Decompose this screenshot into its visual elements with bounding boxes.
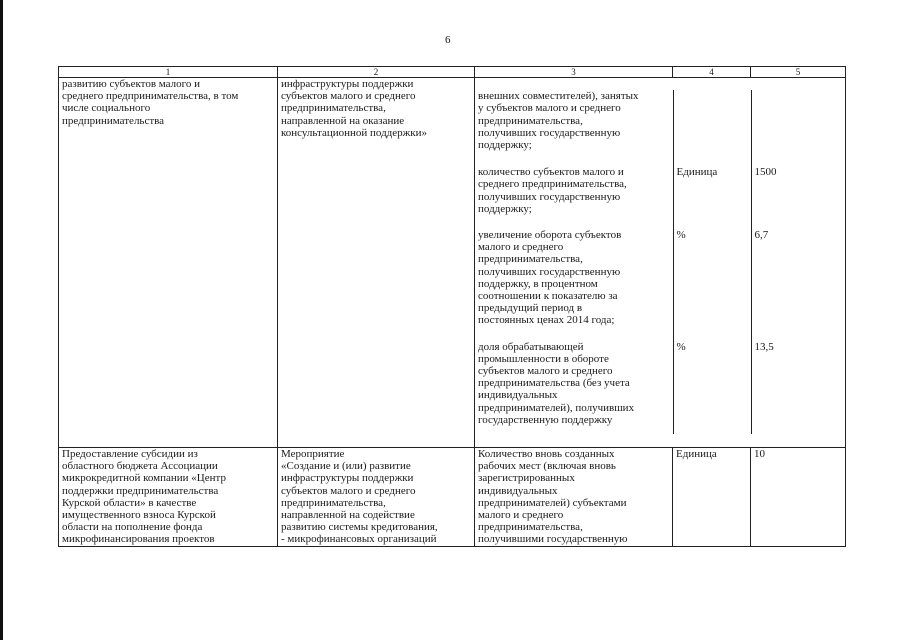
header-cell-3: 3 xyxy=(475,67,673,78)
indicator-text: Количество вновь созданных рабочих мест (включая вновь зарегистрированных индивидуальных предпринимателей) субъектами малого и среднего предпринимательства, получившими государственную xyxy=(475,448,673,547)
indicator-row xyxy=(475,90,846,166)
indicator-unit: Единица xyxy=(673,166,751,229)
indicator-text: количество субъектов малого и среднего предпринимательства, получивших государственную поддержку; xyxy=(475,166,673,229)
header-cell-2: 2 xyxy=(278,67,475,78)
indicator-text: доля обрабатывающей промышленности в обороте субъектов малого и среднего предпринимательства (без учета индивидуальных предпринимателей), получивших государственную поддержку xyxy=(475,341,673,434)
table-header-row xyxy=(59,67,846,78)
indicator-row xyxy=(475,166,846,229)
indicator-text: внешних совместителей), занятых у субъектов малого и среднего предпринимательства, получивших государственную поддержку; xyxy=(475,90,673,166)
indicator-unit: % xyxy=(673,341,751,434)
document-table xyxy=(58,66,846,547)
indicator-value xyxy=(751,90,846,166)
indicator-unit xyxy=(673,90,751,166)
event-description-cell: Мероприятие «Создание и (или) развитие инфраструктуры поддержки субъектов малого и среднего предпринимательства, направленной на содействие развитию системы кредитования, - микрофинансовых организаций xyxy=(278,448,475,547)
indicator-unit: % xyxy=(673,229,751,341)
indicator-text: увеличение оборота субъектов малого и среднего предпринимательства, получивших государственную поддержку, в процентном соотношении к показателю за предыдущий период в постоянных ценах 2014 года; xyxy=(475,229,673,341)
page-number: 6 xyxy=(445,34,451,46)
indicator-row xyxy=(475,229,846,341)
table-row xyxy=(59,78,846,448)
indicator-row xyxy=(475,341,846,434)
header-cell-4: 4 xyxy=(673,67,751,78)
indicator-value: 6,7 xyxy=(754,229,769,242)
table-row xyxy=(59,448,846,547)
indicator-unit: Единица xyxy=(673,448,751,547)
event-description-cell: инфраструктуры поддержки субъектов малого и среднего предпринимательства, направленной на оказание консультационной поддержки» xyxy=(278,78,475,448)
indicator-value: 10 xyxy=(751,448,846,547)
indicator-subtable xyxy=(475,90,846,434)
indicator-cell xyxy=(475,78,846,448)
indicator-value: 13,5 xyxy=(754,340,774,353)
header-cell-5: 5 xyxy=(751,67,846,78)
measure-description-cell: Предоставление субсидии из областного бюджета Ассоциации микрокредитной компании «Центр поддержки предпринимательства Курской области» в качестве имущественного взноса Курской области на пополнение фонда микрофинансирования проектов xyxy=(59,448,278,547)
header-cell-1: 1 xyxy=(59,67,278,78)
scan-edge xyxy=(0,0,3,640)
measure-description-cell: развитию субъектов малого и среднего предпринимательства, в том числе социального предпринимательства xyxy=(59,78,278,448)
indicator-value: 1500 xyxy=(754,166,777,179)
